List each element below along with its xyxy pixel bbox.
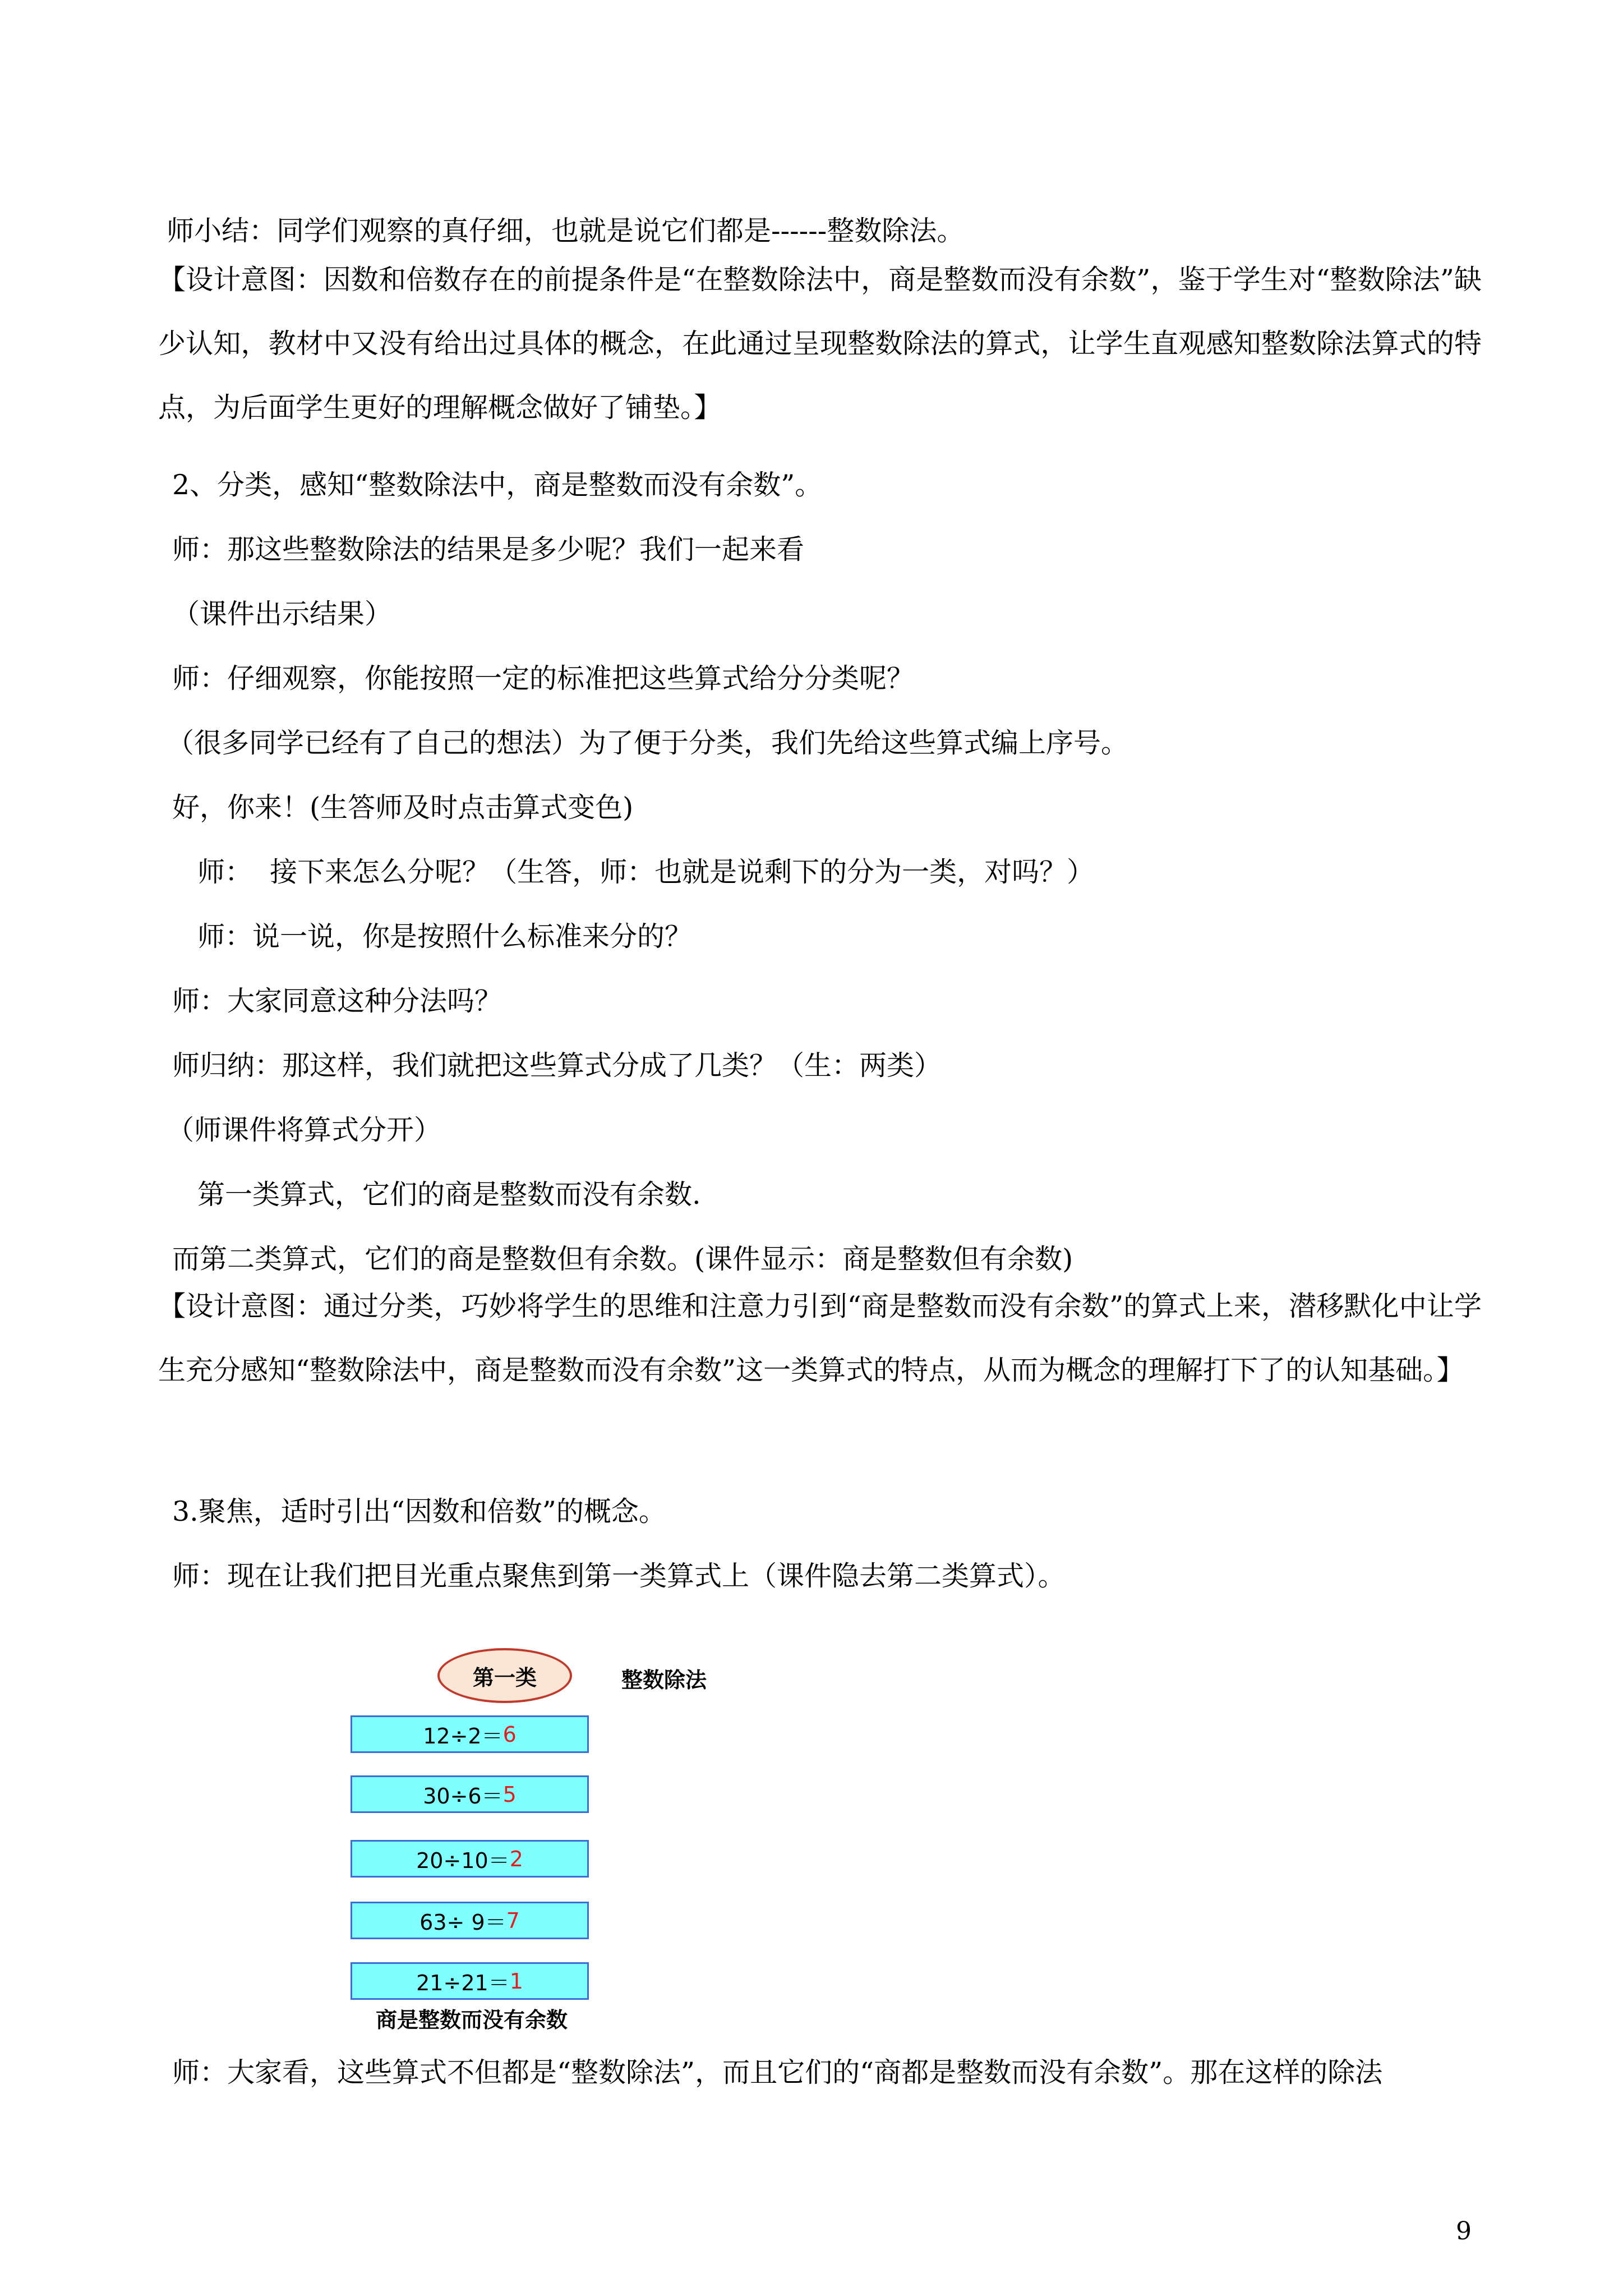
equation-box xyxy=(351,1902,589,1939)
next-classify-line: 师： 接下来怎么分呢？（生答，师：也就是说剩下的分为一类，对吗？） xyxy=(197,856,1095,888)
section-3-heading: 3.聚焦，适时引出“因数和倍数”的概念。 xyxy=(172,1496,666,1527)
first-category-line: 第一类算式，它们的商是整数而没有余数. xyxy=(197,1179,701,1211)
equation-expression: 12÷2＝ xyxy=(423,1724,503,1749)
equation-expression: 21÷21＝ xyxy=(416,1971,510,1995)
student-answer-line: 好，你来！(生答师及时点击算式变色) xyxy=(172,792,634,823)
equation-answer: 6 xyxy=(502,1722,517,1747)
closing-line: 师：大家看，这些算式不但都是“整数除法”，而且它们的“商都是整数而没有余数”。那在这样的除法 xyxy=(172,2056,1383,2088)
integer-division-label: 整数除法 xyxy=(621,1668,707,1692)
no-remainder-label: 商是整数而没有余数 xyxy=(376,2008,568,2032)
page-number: 9 xyxy=(1456,2217,1472,2246)
courseware-split-note: （师课件将算式分开） xyxy=(167,1114,442,1146)
first-category-oval xyxy=(437,1648,572,1703)
equation-expression: 30÷6＝ xyxy=(423,1784,503,1809)
design-note-2: 【设计意图：通过分类，巧妙将学生的思维和注意力引到“商是整数而没有余数”的算式上来，潜移默化中让学生充分感知“整数除法中，商是整数而没有余数”这一类算式的特点，从而为概念的理解打下了的认知基础。】 xyxy=(158,1290,1482,1386)
equation-box xyxy=(351,1775,589,1813)
equation-box xyxy=(351,1715,589,1753)
standard-question-line: 师：说一说，你是按照什么标准来分的？ xyxy=(197,921,693,953)
equation-answer: 7 xyxy=(506,1908,520,1933)
numbering-line: （很多同学已经有了自己的想法）为了便于分类，我们先给这些算式编上序号。 xyxy=(167,727,1129,759)
teacher-line-classify: 师：仔细观察，你能按照一定的标准把这些算式给分分类呢？ xyxy=(172,662,915,694)
section-2-heading: 2、分类，感知“整数除法中，商是整数而没有余数”。 xyxy=(172,469,823,501)
design-note-1: 【设计意图：因数和倍数存在的前提条件是“在整数除法中，商是整数而没有余数”，鉴于学生对“整数除法”缺少认知，教材中又没有给出过具体的概念，在此通过呈现整数除法的算式，让学生直观感知整数除法算式的特点，为后面学生更好的理解概念做好了铺垫。】 xyxy=(158,264,1482,424)
equation-answer: 2 xyxy=(509,1846,523,1871)
equation-box xyxy=(351,1840,589,1878)
equation-expression: 20÷10＝ xyxy=(416,1848,510,1873)
second-category-line: 而第二类算式，它们的商是整数但有余数。(课件显示：商是整数但有余数) xyxy=(172,1243,1073,1275)
equation-answer: 1 xyxy=(509,1968,523,1994)
summary-line: 师小结：同学们观察的真仔细，也就是说它们都是------整数除法。 xyxy=(167,215,965,247)
teacher-line-results: 师：那这些整数除法的结果是多少呢？我们一起来看 xyxy=(172,533,805,565)
equation-box xyxy=(351,1962,589,2000)
agree-question-line: 师：大家同意这种分法吗？ xyxy=(172,985,502,1017)
teacher-summary-line: 师归纳：那这样，我们就把这些算式分成了几类？（生：两类） xyxy=(172,1050,942,1082)
courseware-results-note: （课件出示结果） xyxy=(172,598,393,630)
equation-answer: 5 xyxy=(502,1782,517,1807)
equation-expression: 63÷ 9＝ xyxy=(419,1910,506,1935)
focus-line: 师：现在让我们把目光重点聚焦到第一类算式上（课件隐去第二类算式）。 xyxy=(172,1560,1066,1592)
oval-label: 第一类 xyxy=(472,1665,537,1690)
